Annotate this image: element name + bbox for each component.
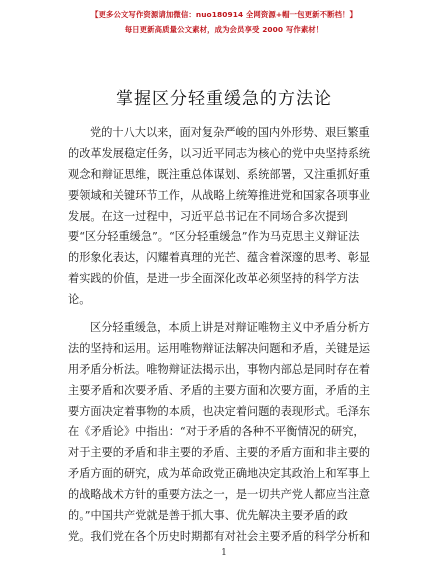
paragraph-line: 要领域和关键环节工作，从战略上统筹推进党和国家各项事业 <box>68 188 371 202</box>
paragraph-line: 的形象化表达，闪耀着真理的光芒、蕴含着深邃的思考、彰显 <box>68 251 371 265</box>
paragraph-line: 论。 <box>68 293 91 307</box>
promo-banner-line-1: 【更多公文写作资源请加微信：nuo180914 全网资源+帽一包更新不断档！】 <box>90 10 358 19</box>
paragraph-line: 主要矛盾和次要矛盾、矛盾的主要方面和次要方面，矛盾的主 <box>68 383 371 397</box>
paragraph-line: 党。我们党在各个历史时期都有对社会主要矛盾的科学分析和 <box>68 529 371 543</box>
paragraph-line: 要方面决定着事物的本质，也决定着问题的表现形式。毛泽东 <box>68 404 371 418</box>
paragraph-1 <box>68 123 388 311</box>
paragraph-line: 用矛盾分析法。唯物辩证法揭示出，事物内部总是同时存在着 <box>68 362 371 376</box>
paragraph-line: 矛盾方面的研究，成为革命政党正确地决定其政治上和军事上 <box>68 467 371 481</box>
paragraph-line: 法的坚持和运用。运用唯物辩证法解决问题和矛盾，关键是运 <box>68 341 371 355</box>
paragraph-line: 的改革发展稳定任务，以习近平同志为核心的党中央坚持系统 <box>68 146 371 160</box>
document-body <box>68 123 388 555</box>
paragraph-line: 观念和辩证思维，既注重总体谋划、系统部署，又注重抓好重 <box>68 167 371 181</box>
paragraph-line: 区分轻重缓急，本质上讲是对辩证唯物主义中矛盾分析方 <box>90 321 370 335</box>
paragraph-2 <box>68 318 388 548</box>
page-number: 1 <box>221 548 227 558</box>
paragraph-line: 的战略战术方针的重要方法之一，是一切共产党人都应当注意 <box>68 488 371 502</box>
paragraph-line: 的。”中国共产党就是善于抓大事、优先解决主要矛盾的政 <box>68 509 348 523</box>
paragraph-line: 发展。在这一过程中，习近平总书记在不同场合多次提到 <box>68 209 348 223</box>
paragraph-line: 对于主要的矛盾和非主要的矛盾、主要的矛盾方面和非主要的 <box>68 446 371 460</box>
paragraph-line: 要“区分轻重缓急”。“区分轻重缓急”作为马克思主义辩证法 <box>68 230 360 244</box>
paragraph-line: 党的十八大以来，面对复杂严峻的国内外形势、艰巨繁重 <box>90 126 370 139</box>
paragraph-line: 着实践的价值，是进一步全面深化改革必须坚持的科学方法 <box>68 272 359 286</box>
promo-banner-line-2: 每日更新高质量公文素材，成为会员享受 2000 写作素材！ <box>124 25 324 34</box>
document-title: 掌握区分轻重缓急的方法论 <box>116 89 332 109</box>
paragraph-line: 在《矛盾论》中指出：“对于矛盾的各种不平衡情况的研究， <box>68 425 365 439</box>
